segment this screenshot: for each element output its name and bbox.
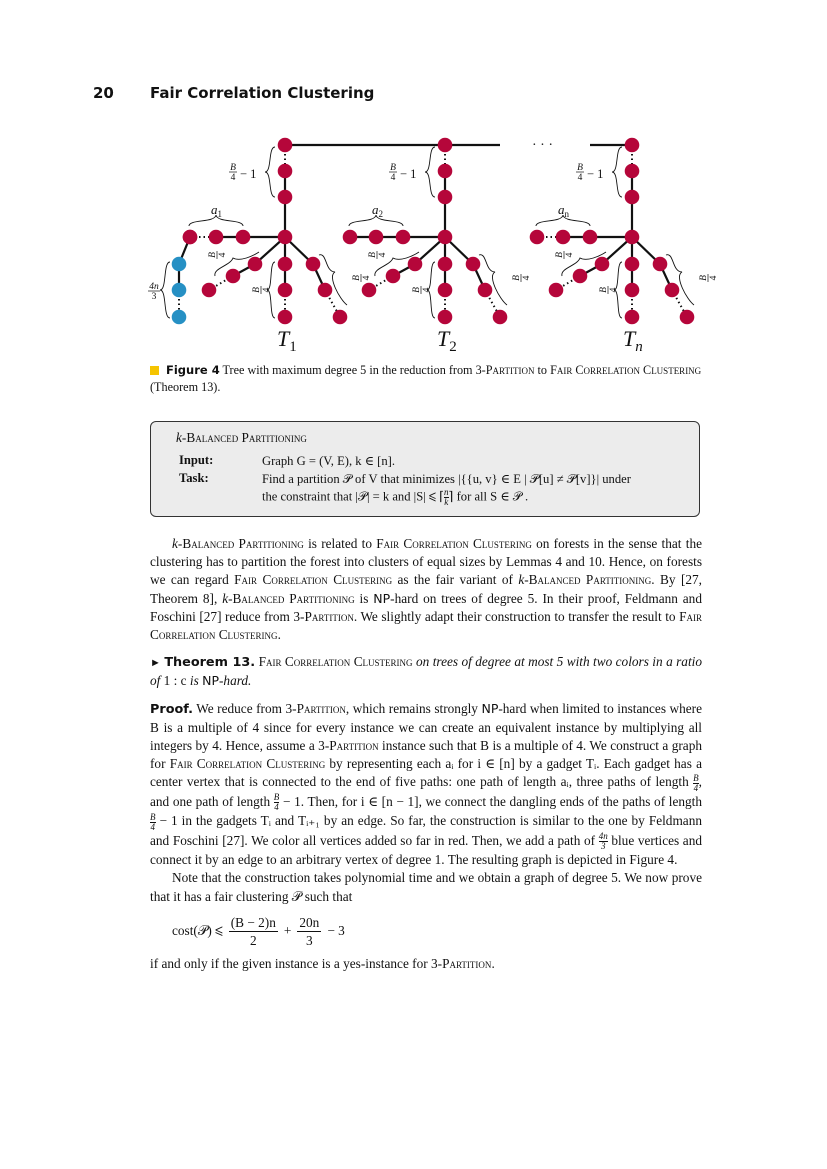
p1-np: NP bbox=[373, 590, 391, 606]
eq-num-2: 20n bbox=[299, 914, 320, 930]
top-ellipsis: · · · bbox=[532, 138, 553, 153]
red-vertex bbox=[202, 283, 217, 298]
theorem-text-2: is bbox=[186, 673, 203, 689]
frac-num: B bbox=[150, 811, 156, 822]
proof-text-6: , and one path of length bbox=[150, 774, 702, 809]
frac-numerator: B bbox=[390, 163, 396, 173]
paragraph-3 bbox=[150, 955, 702, 973]
red-vertex bbox=[362, 283, 377, 298]
red-vertex bbox=[438, 164, 453, 179]
proof-text-8: − 1 in the gadgets Tᵢ and Tᵢ₊₁ by an edge. So far, the construction is similar to the one by Feldmann and Foschini [27]. We color all vertices added so far in red. Then, we add a path of bbox=[150, 813, 702, 848]
a-label-n: $a_n$ bbox=[558, 202, 569, 219]
p1-sc-fcc-3: Fair Correlation Clustering bbox=[150, 608, 702, 643]
equation-frac-2 bbox=[297, 914, 321, 949]
p1-sc-partition: Partition bbox=[304, 608, 354, 624]
theorem-text-3: -hard. bbox=[219, 673, 252, 689]
p1-text-2: on forests in the sense that the clustering has to partition the forest into clusters of equal sizes by Lemmas 4 and 10. Hence, on forests we can regard bbox=[150, 536, 702, 588]
frac-denominator: 4 bbox=[522, 275, 532, 281]
frac-denominator: 4 bbox=[709, 275, 719, 281]
p1-k: k bbox=[172, 536, 178, 551]
page-number: 20 bbox=[93, 84, 114, 102]
blue-path-label bbox=[148, 282, 160, 302]
frac-denominator: 4 bbox=[218, 252, 228, 258]
vertical-path-brace bbox=[265, 147, 275, 197]
blue-frac-num: 4n bbox=[149, 282, 159, 292]
red-vertex bbox=[625, 257, 640, 272]
frac-numerator: B bbox=[230, 163, 236, 173]
proof-text-1: We reduce from 3- bbox=[193, 700, 297, 716]
caption-sc-fcc: Fair Correlation Clustering bbox=[550, 363, 702, 377]
red-vertex bbox=[226, 269, 241, 284]
blue-path-brace bbox=[160, 262, 170, 318]
red-vertex bbox=[183, 230, 198, 245]
red-vertex bbox=[478, 283, 493, 298]
equation-lhs: cost(𝒫) ⩽ bbox=[172, 923, 223, 939]
frac-num: B bbox=[273, 792, 280, 803]
red-vertex bbox=[209, 230, 224, 245]
theorem-np: NP bbox=[202, 673, 219, 689]
frac-denominator: 4 bbox=[390, 173, 396, 183]
p1-text-4: . By [27, Theorem 8], bbox=[150, 572, 702, 606]
gadget-label-t1: $T_1$ bbox=[277, 326, 297, 355]
red-vertex bbox=[396, 230, 411, 245]
proof-np: NP bbox=[481, 700, 499, 716]
red-vertex bbox=[278, 230, 293, 245]
frac-denominator: 4 bbox=[565, 252, 575, 258]
frac-denominator: 4 bbox=[230, 173, 236, 183]
red-vertex bbox=[438, 283, 453, 298]
theorem-text: on trees of degree at most 5 with two colors in a ratio of bbox=[150, 654, 702, 689]
red-vertex bbox=[466, 257, 481, 272]
red-vertex bbox=[278, 283, 293, 298]
p1-text: is related to bbox=[303, 536, 377, 551]
red-vertex bbox=[625, 230, 640, 245]
p1-sc-kbp-2: -Balanced Partitioning bbox=[524, 572, 652, 588]
eq-den-2: 3 bbox=[306, 932, 313, 948]
frac-numerator: B bbox=[252, 287, 262, 293]
red-vertex bbox=[680, 310, 695, 325]
frac-denominator: 4 bbox=[577, 173, 583, 183]
input-label: Input: bbox=[179, 453, 214, 467]
caption-text: Tree with maximum degree 5 in the reduction from 3- bbox=[222, 363, 486, 377]
red-vertex bbox=[625, 138, 640, 153]
a-label-2: $a_2$ bbox=[372, 202, 383, 219]
input-text: Graph G = (V, E), k ∈ [n]. bbox=[262, 454, 396, 468]
task-line-2a: the constraint that |𝒫| = k and |S| ⩽ ⌈ bbox=[262, 489, 445, 504]
red-vertex bbox=[583, 230, 598, 245]
p1-sc-fcc: Fair Correlation Clustering bbox=[376, 536, 532, 551]
task-label: Task: bbox=[179, 471, 209, 485]
frac-numerator: B bbox=[368, 252, 378, 258]
red-vertex bbox=[595, 257, 610, 272]
frac-denominator: 4 bbox=[378, 252, 388, 258]
left-branch-frac bbox=[555, 251, 575, 259]
frac-numerator: B bbox=[555, 252, 565, 258]
right-branch-brace bbox=[319, 255, 347, 305]
proof-label: Proof. bbox=[150, 701, 194, 717]
red-vertex bbox=[625, 310, 640, 325]
left-branch-frac bbox=[368, 251, 388, 259]
vertical-frac bbox=[389, 163, 397, 183]
task-line-2b: ⌉ for all S ∈ 𝒫 . bbox=[448, 489, 529, 504]
red-vertex bbox=[386, 269, 401, 284]
red-vertex bbox=[278, 310, 293, 325]
frac-denominator: 4 bbox=[609, 287, 619, 293]
red-vertex bbox=[438, 190, 453, 205]
figure-4-tree-diagram bbox=[130, 128, 719, 356]
minus-one-text: − 1 bbox=[400, 167, 417, 181]
p1-k-2: k bbox=[518, 572, 525, 588]
frac-numerator: B bbox=[412, 287, 422, 293]
red-vertex bbox=[278, 257, 293, 272]
p3-text-2: . bbox=[491, 955, 495, 971]
vertical-path-label bbox=[587, 167, 603, 181]
p1-text-5: is bbox=[354, 590, 374, 606]
right-branch-brace bbox=[479, 255, 507, 305]
frac-numerator: B bbox=[352, 275, 362, 281]
frac-denominator: 4 bbox=[262, 287, 272, 293]
red-vertex bbox=[556, 230, 571, 245]
equation-frac-1 bbox=[229, 914, 278, 949]
frac-numerator: B bbox=[699, 275, 709, 281]
red-vertex bbox=[318, 283, 333, 298]
task-frac-num: n bbox=[444, 487, 449, 497]
theorem-sc-fcc: Fair Correlation Clustering bbox=[258, 654, 413, 670]
p3-sc-partition: Partition bbox=[442, 955, 492, 971]
red-vertex bbox=[625, 283, 640, 298]
proof-sc-fcc: Fair Correlation Clustering bbox=[169, 756, 326, 772]
paragraph-2: Note that the construction takes polynomial time and we obtain a graph of degree 5. We now prove that it has a fair clustering 𝒫 such that bbox=[150, 870, 702, 904]
frac-num: B bbox=[693, 772, 699, 783]
frac-den: 4 bbox=[274, 802, 279, 813]
frac-denominator: 4 bbox=[362, 275, 372, 281]
caption-text-3: (Theorem 13). bbox=[150, 380, 221, 394]
frac-numerator: B bbox=[512, 275, 522, 281]
vertical-path-brace bbox=[612, 147, 622, 197]
p1-text-6: -hard on trees of degree 5. In their proof, Feldmann and Foschini [27] reduce from 3- bbox=[150, 590, 702, 624]
theorem-label: Theorem 13. bbox=[164, 655, 256, 671]
task-line-2 bbox=[262, 488, 528, 507]
gadget-label-t2: $T_2$ bbox=[437, 326, 457, 355]
red-vertex bbox=[278, 164, 293, 179]
task-line-1: Find a partition 𝒫 of V that minimizes |{{u, v} ∈ E | 𝒫[u] ≠ 𝒫[v]}| under bbox=[262, 472, 631, 486]
frac-numerator: B bbox=[208, 252, 218, 258]
minus-one-text: − 1 bbox=[587, 167, 604, 181]
frac-num: 4n bbox=[598, 831, 608, 842]
caption-label: Figure 4 bbox=[166, 363, 220, 377]
a-label-1: $a_1$ bbox=[211, 202, 222, 219]
red-vertex bbox=[665, 283, 680, 298]
blue-vertex bbox=[172, 283, 187, 298]
p3-text: if and only if the given instance is a yes-instance for 3- bbox=[150, 955, 443, 971]
frac-numerator: B bbox=[577, 163, 583, 173]
frac-den: 3 bbox=[600, 841, 606, 852]
red-vertex bbox=[343, 230, 358, 245]
p1-sc-kbp-3: -Balanced Partitioning bbox=[228, 590, 355, 606]
red-vertex bbox=[306, 257, 321, 272]
proof bbox=[150, 700, 702, 870]
red-vertex bbox=[278, 190, 293, 205]
problem-title-rest: -Balanced Partitioning bbox=[181, 430, 307, 445]
red-vertex bbox=[408, 257, 423, 272]
red-vertex bbox=[653, 257, 668, 272]
frac-denominator: 4 bbox=[422, 287, 432, 293]
caption-text-2: to bbox=[534, 363, 551, 377]
theorem-ratio: 1 : c bbox=[163, 673, 187, 689]
p1-text-8: . bbox=[277, 627, 281, 643]
red-vertex bbox=[549, 283, 564, 298]
vertical-path-label bbox=[240, 167, 256, 181]
red-vertex bbox=[333, 310, 348, 325]
proof-frac-blue bbox=[599, 832, 608, 851]
red-vertex bbox=[248, 257, 263, 272]
vertical-frac bbox=[229, 163, 237, 183]
gadget-label-tn: $T_n$ bbox=[623, 326, 643, 355]
proof-text-3: -hard when limited to instances where B is a multiple of 4 since for every instance we can create an equivalent instance by multiplying all integers by 4. Hence, assume a 3- bbox=[150, 700, 702, 754]
blue-vertex bbox=[172, 257, 187, 272]
p1-text-3: as the fair variant of bbox=[392, 572, 519, 588]
proof-text-7: − 1. Then, for i ∈ [n − 1], we connect the dangling ends of the paths of length bbox=[279, 793, 702, 809]
red-vertex bbox=[369, 230, 384, 245]
proof-text-5: by representing each aᵢ for i ∈ [n] by a gadget Tᵢ. Each gadget has a center vertex that is connected to the end of five paths: one path of length aᵢ, three paths of length bbox=[150, 756, 702, 790]
left-branch-frac bbox=[208, 251, 228, 259]
red-vertex bbox=[278, 138, 293, 153]
theorem-13 bbox=[150, 653, 702, 690]
p1-k-3: k bbox=[222, 590, 229, 606]
red-vertex bbox=[438, 310, 453, 325]
body-text bbox=[150, 535, 702, 973]
right-branch-frac bbox=[352, 274, 372, 282]
blue-vertex bbox=[172, 310, 187, 325]
minus-one-text: − 1 bbox=[240, 167, 257, 181]
running-title: Fair Correlation Clustering bbox=[150, 84, 375, 102]
equation-tail: − 3 bbox=[327, 923, 345, 939]
red-vertex bbox=[438, 230, 453, 245]
proof-sc-partition: Partition bbox=[296, 700, 346, 716]
vertical-path-brace bbox=[425, 147, 435, 197]
frac-den: 4 bbox=[693, 782, 699, 793]
red-vertex bbox=[625, 164, 640, 179]
p1-text-7: . We slightly adapt their construction to transfer the result to bbox=[353, 608, 680, 624]
p1-sc-fcc-2: Fair Correlation Clustering bbox=[234, 572, 393, 588]
proof-text-4: instance such that B is a multiple of 4. We construct a graph for bbox=[150, 738, 702, 772]
right-branch-brace bbox=[666, 255, 694, 305]
blue-frac-den: 3 bbox=[151, 292, 157, 302]
cost-equation bbox=[172, 914, 702, 949]
frac-numerator: B bbox=[599, 287, 609, 293]
red-vertex bbox=[493, 310, 508, 325]
paragraph-1 bbox=[150, 535, 702, 644]
vertical-frac bbox=[576, 163, 584, 183]
red-vertex bbox=[438, 138, 453, 153]
problem-title-k: k bbox=[176, 430, 182, 445]
problem-definition-box bbox=[150, 421, 700, 517]
frac-den: 4 bbox=[150, 821, 155, 832]
equation-plus: + bbox=[283, 923, 292, 939]
right-branch-frac bbox=[512, 274, 532, 282]
task-frac-den: k bbox=[444, 497, 449, 507]
red-vertex bbox=[236, 230, 251, 245]
eq-den-1: 2 bbox=[249, 932, 257, 948]
eq-num-1: (B − 2)n bbox=[230, 914, 276, 930]
red-vertex bbox=[573, 269, 588, 284]
theorem-marker: ► bbox=[150, 657, 161, 670]
right-branch-frac bbox=[699, 274, 719, 282]
vertical-path-label bbox=[400, 167, 416, 181]
red-vertex bbox=[625, 190, 640, 205]
proof-text-2: , which remains strongly bbox=[345, 700, 482, 716]
caption-sc-partition: Partition bbox=[485, 363, 535, 377]
p1-sc-kbp: -Balanced Partitioning bbox=[177, 536, 304, 551]
proof-text-9: blue vertices and connect it by an edge to an arbitrary vertex of degree 1. The resulting graph is depicted in Figure 4. bbox=[150, 832, 702, 868]
proof-sc-partition-2: Partition bbox=[329, 738, 379, 754]
red-vertex bbox=[530, 230, 545, 245]
problem-title bbox=[176, 430, 307, 446]
figure-caption bbox=[150, 362, 702, 396]
red-vertex bbox=[438, 257, 453, 272]
